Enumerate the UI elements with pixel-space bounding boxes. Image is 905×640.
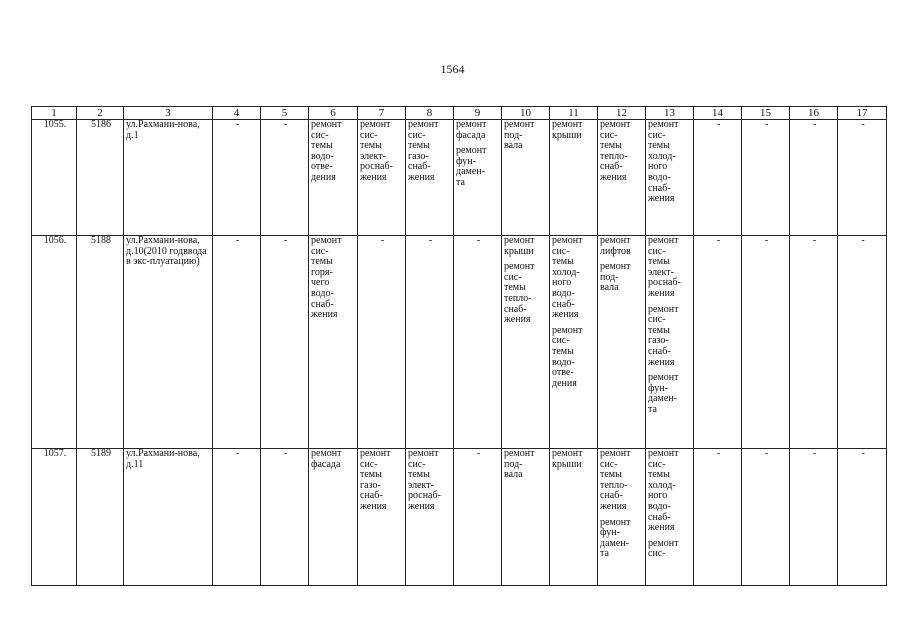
work-item	[552, 326, 597, 390]
work-item-line: снаб-	[648, 511, 671, 523]
work-item-line: горя-	[311, 266, 333, 278]
work-item-line: дамен-	[456, 166, 485, 178]
column-header-6: 6	[309, 107, 358, 120]
cell-c17: -	[838, 236, 887, 449]
work-item-line: снаб-	[504, 303, 527, 315]
work-item-line: сис-	[311, 245, 329, 257]
work-item-line: ремонт	[504, 119, 535, 130]
work-item	[311, 449, 357, 470]
work-item-line: газо-	[360, 479, 381, 491]
column-header-1: 1	[32, 107, 77, 120]
cell-c15: -	[742, 120, 790, 236]
cell-c5: -	[261, 120, 309, 236]
work-item-line: тепло-	[600, 479, 628, 491]
work-item-line: крыши	[552, 129, 582, 141]
cell-code: 5186	[77, 120, 124, 236]
work-item-line: ремонт	[552, 449, 583, 459]
work-item-line: та	[648, 403, 657, 415]
work-item	[408, 120, 453, 184]
work-item-line: под-	[504, 458, 523, 470]
cell-c10	[502, 449, 550, 586]
work-item-line: вала	[504, 469, 523, 481]
work-item-line: водо-	[648, 500, 671, 512]
work-item-line: сис-	[648, 129, 666, 141]
work-item-line: та	[456, 176, 465, 188]
work-item-line: темы	[360, 469, 382, 481]
work-item-line: роснаб-	[648, 277, 681, 289]
work-item-line: фун-	[600, 527, 620, 539]
work-item-line: фун-	[648, 382, 668, 394]
cell-c6	[309, 449, 358, 586]
work-item-line: ремонт	[648, 235, 679, 246]
work-item-line: ремонт	[600, 119, 631, 130]
work-item-line: сис-	[600, 458, 618, 470]
work-item-line: ремонт	[456, 119, 487, 130]
address-line: ул.Рахмани-	[126, 119, 178, 130]
column-header-12: 12	[598, 107, 646, 120]
work-item-line: ремонт	[648, 372, 679, 384]
work-item-line: чего	[311, 277, 330, 289]
cell-c13	[646, 449, 694, 586]
work-item-line: жения	[552, 309, 579, 321]
cell-c16: -	[790, 449, 838, 586]
work-item-line: ремонт	[600, 516, 631, 528]
work-item	[648, 236, 693, 300]
work-item-line: снаб-	[600, 490, 623, 502]
cell-code: 5189	[77, 449, 124, 586]
column-header-17: 17	[838, 107, 887, 120]
work-item-line: водо-	[311, 150, 334, 162]
work-item	[504, 236, 549, 257]
work-item-line: ремонт	[648, 303, 679, 315]
address-line: нова, д.11	[126, 448, 200, 470]
work-item	[456, 120, 501, 141]
work-item-line: вала	[504, 140, 523, 152]
work-item-line: ремонт	[311, 235, 342, 246]
cell-c4: -	[213, 449, 261, 586]
work-item-line: ремонт	[552, 119, 583, 130]
work-item-line: ремонт	[600, 261, 631, 273]
work-item-line: жения	[360, 500, 387, 512]
work-item-line: сис-	[408, 458, 426, 470]
work-item	[552, 120, 597, 141]
work-item-line: жения	[408, 171, 435, 183]
work-item-line: роснаб-	[360, 161, 393, 173]
cell-c4: -	[213, 120, 261, 236]
work-item-line: ремонт	[648, 449, 679, 459]
cell-c7: -	[358, 236, 406, 449]
work-item	[648, 305, 693, 369]
work-item-line: сис-	[552, 245, 570, 257]
work-item	[600, 236, 645, 257]
address-line: плуатацию)	[149, 256, 200, 268]
work-item-line: крыши	[552, 458, 582, 470]
work-item-line: темы	[648, 324, 670, 336]
cell-c12	[598, 449, 646, 586]
work-item	[360, 449, 405, 513]
cell-c14: -	[694, 120, 742, 236]
work-item	[552, 449, 597, 470]
work-item-line: жения	[311, 309, 338, 321]
work-item-line: ремонт	[360, 119, 391, 130]
cell-c15: -	[742, 449, 790, 586]
work-item-line: та	[600, 548, 609, 560]
header-row	[32, 107, 887, 120]
cell-c11	[550, 449, 598, 586]
work-item-line: ремонт	[456, 145, 487, 157]
work-item-line: темы	[504, 282, 526, 294]
work-item-line: жения	[360, 171, 387, 183]
work-item-line: элект-	[648, 266, 674, 278]
table-row	[32, 449, 887, 586]
work-item-line: темы	[311, 140, 333, 152]
cell-c9: -	[454, 236, 502, 449]
cell-c8	[406, 449, 454, 586]
cell-c8	[406, 120, 454, 236]
cell-c7	[358, 449, 406, 586]
cell-num: 1057.	[32, 449, 77, 586]
work-item-line: ремонт	[600, 235, 631, 246]
column-header-9: 9	[454, 107, 502, 120]
work-item-line: жения	[600, 171, 627, 183]
work-item	[311, 120, 357, 184]
cell-c14: -	[694, 449, 742, 586]
work-item-line: сис-	[648, 314, 666, 326]
work-item-line: сис-	[408, 129, 426, 141]
work-item-line: элект-	[408, 479, 434, 491]
work-item-line: сис-	[648, 245, 666, 257]
cell-c4: -	[213, 236, 261, 449]
work-item-line: водо-	[552, 356, 575, 368]
work-item-line: ремонт	[408, 449, 439, 459]
work-item-line: снаб-	[408, 161, 431, 173]
work-item-line: ного	[648, 161, 668, 173]
cell-c10	[502, 120, 550, 236]
work-item-line: ремонт	[600, 449, 631, 459]
work-item-line: отве-	[552, 367, 574, 379]
work-item-line: водо-	[552, 287, 575, 299]
work-item	[600, 518, 645, 560]
work-item-line: жения	[504, 314, 531, 326]
work-item-line: темы	[600, 469, 622, 481]
work-item-line: газо-	[408, 150, 429, 162]
cell-address	[124, 449, 213, 586]
column-header-16: 16	[790, 107, 838, 120]
cell-address	[124, 120, 213, 236]
work-item-line: снаб-	[648, 182, 671, 194]
work-item	[311, 236, 357, 321]
column-header-11: 11	[550, 107, 598, 120]
cell-c13	[646, 236, 694, 449]
work-item-line: ремонт	[504, 235, 535, 246]
cell-c13	[646, 120, 694, 236]
work-item-line: темы	[360, 140, 382, 152]
work-item-line: темы	[648, 469, 670, 481]
work-item-line: дения	[552, 377, 577, 389]
cell-c6	[309, 236, 358, 449]
cell-c6	[309, 120, 358, 236]
work-item-line: снаб-	[311, 298, 334, 310]
cell-c8: -	[406, 236, 454, 449]
work-item	[504, 449, 549, 481]
work-item-line: тепло-	[600, 150, 628, 162]
work-item-line: сис-	[648, 548, 666, 560]
page-number: 1564	[440, 62, 465, 76]
work-item-line: лифтов	[600, 245, 631, 257]
cell-address	[124, 236, 213, 449]
column-header-2: 2	[77, 107, 124, 120]
column-header-3: 3	[124, 107, 213, 120]
work-item-line: фасада	[456, 129, 486, 141]
work-item-line: роснаб-	[408, 490, 441, 502]
work-item-line: ного	[552, 277, 572, 289]
work-item-line: ремонт	[504, 261, 535, 273]
work-item-line: темы	[552, 345, 574, 357]
work-item	[456, 146, 501, 188]
work-item-line: снаб-	[648, 345, 671, 357]
work-item-line: сис-	[504, 271, 522, 283]
work-item-line: снаб-	[600, 161, 623, 173]
cell-c17: -	[838, 449, 887, 586]
work-item	[360, 120, 405, 184]
column-header-14: 14	[694, 107, 742, 120]
work-item-line: дения	[311, 171, 336, 183]
work-item-line: ремонт	[552, 324, 583, 336]
work-item-line: ремонт	[311, 449, 342, 459]
work-item	[648, 120, 693, 205]
work-item-line: темы	[648, 256, 670, 268]
cell-c16: -	[790, 120, 838, 236]
work-item-line: под-	[600, 271, 619, 283]
column-header-7: 7	[358, 107, 406, 120]
cell-c7	[358, 120, 406, 236]
repair-schedule-table	[31, 106, 887, 586]
work-item-line: жения	[648, 193, 675, 205]
cell-c15: -	[742, 236, 790, 449]
work-item-line: вала	[600, 282, 619, 294]
work-item-line: темы	[408, 469, 430, 481]
work-item-line: жения	[648, 356, 675, 368]
work-item-line: ремонт	[408, 119, 439, 130]
cell-c5: -	[261, 449, 309, 586]
table-row	[32, 236, 887, 449]
work-item-line: ремонт	[360, 449, 391, 459]
work-item-line: жения	[408, 500, 435, 512]
work-item-line: темы	[311, 256, 333, 268]
work-item-line: фасада	[311, 458, 341, 470]
work-item	[600, 449, 645, 513]
cell-c11	[550, 120, 598, 236]
work-item-line: темы	[552, 256, 574, 268]
work-item-line: под-	[504, 129, 523, 141]
column-header-13: 13	[646, 107, 694, 120]
column-header-8: 8	[406, 107, 454, 120]
work-item	[648, 449, 693, 534]
cell-c9: -	[454, 449, 502, 586]
work-item-line: жения	[648, 522, 675, 534]
work-item-line: ремонт	[504, 449, 535, 459]
work-item-line: тепло-	[504, 292, 532, 304]
work-item-line: крыши	[504, 245, 534, 257]
work-item-line: холод-	[552, 266, 580, 278]
work-item-line: сис-	[552, 335, 570, 347]
cell-c16: -	[790, 236, 838, 449]
work-item-line: водо-	[648, 171, 671, 183]
column-header-15: 15	[742, 107, 790, 120]
address-line: нова, д.1	[126, 119, 200, 141]
work-item	[648, 539, 693, 560]
work-item	[504, 120, 549, 152]
work-item-line: холод-	[648, 479, 676, 491]
work-item-line: ремонт	[552, 235, 583, 246]
cell-c10	[502, 236, 550, 449]
work-item-line: газо-	[648, 335, 669, 347]
work-item-line: жения	[648, 287, 675, 299]
work-item-line: сис-	[648, 458, 666, 470]
address-line: ул.Рахмани-	[126, 235, 178, 246]
address-line: нова, д.10	[126, 235, 200, 257]
work-item-line: жения	[600, 500, 627, 512]
work-item-line: отве-	[311, 161, 333, 173]
work-item-line: дамен-	[648, 393, 677, 405]
work-item-line: ремонт	[311, 119, 342, 130]
column-header-4: 4	[213, 107, 261, 120]
work-item-line: темы	[600, 140, 622, 152]
cell-c12	[598, 236, 646, 449]
work-item-line: сис-	[311, 129, 329, 141]
work-item	[600, 120, 645, 184]
work-item-line: водо-	[311, 287, 334, 299]
cell-c17: -	[838, 120, 887, 236]
cell-c12	[598, 120, 646, 236]
cell-c11	[550, 236, 598, 449]
work-item-line: сис-	[360, 129, 378, 141]
work-item-line: элект-	[360, 150, 386, 162]
cell-c5: -	[261, 236, 309, 449]
column-header-5: 5	[261, 107, 309, 120]
address-line: ввода в экс-	[126, 245, 207, 268]
work-item	[504, 262, 549, 326]
work-item	[600, 262, 645, 294]
work-item	[408, 449, 453, 513]
cell-num: 1055.	[32, 120, 77, 236]
work-item-line: ремонт	[648, 537, 679, 549]
table-row	[32, 120, 887, 236]
work-item-line: дамен-	[600, 537, 629, 549]
work-item-line: снаб-	[360, 490, 383, 502]
work-item	[552, 236, 597, 321]
work-item-line: темы	[648, 140, 670, 152]
work-item-line: ремонт	[648, 119, 679, 130]
column-header-10: 10	[502, 107, 550, 120]
cell-num: 1056.	[32, 236, 77, 449]
work-item	[648, 373, 693, 415]
work-item-line: сис-	[360, 458, 378, 470]
work-item-line: холод-	[648, 150, 676, 162]
address-line: ул.Рахмани-	[126, 448, 178, 459]
work-item-line: фун-	[456, 155, 476, 167]
cell-c14: -	[694, 236, 742, 449]
work-item-line: снаб-	[552, 298, 575, 310]
cell-code: 5188	[77, 236, 124, 449]
cell-c9	[454, 120, 502, 236]
work-item-line: сис-	[600, 129, 618, 141]
work-item-line: ного	[648, 490, 668, 502]
address-line: (2010 год	[143, 245, 184, 257]
work-item-line: темы	[408, 140, 430, 152]
